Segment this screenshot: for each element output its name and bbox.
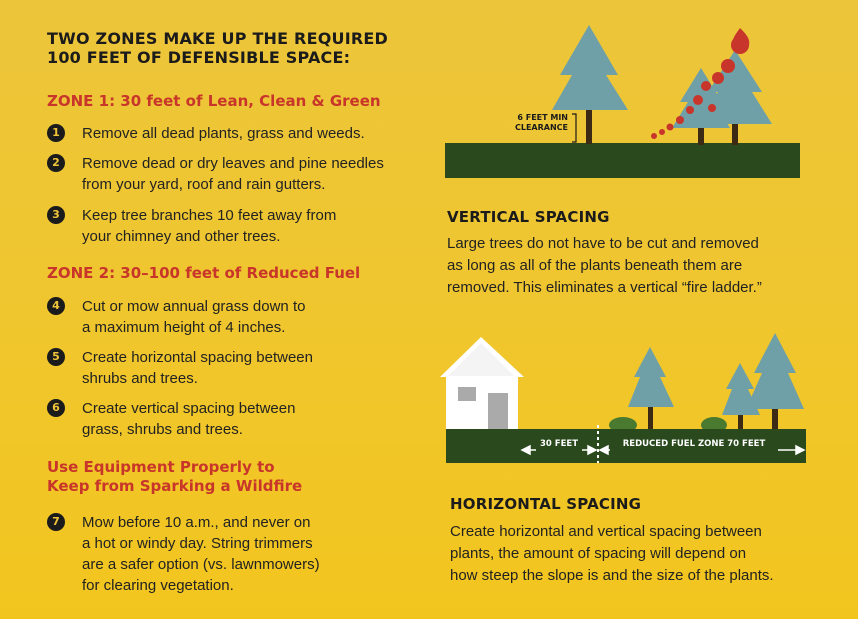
step-number-badge: 4 (47, 297, 65, 315)
list-item-text: Remove all dead plants, grass and weeds. (82, 125, 365, 142)
equipment-heading-line1: Use Equipment Properly to (47, 458, 275, 476)
list-item-text: Mow before 10 a.m., and never on a hot or windy day. String trimmers are a safer option (vs. lawnmowers) for clearing vegetation. (82, 514, 320, 594)
step-number-badge: 6 (47, 399, 65, 417)
main-title (47, 29, 388, 67)
list-item-text: Remove dead or dry leaves and pine needles from your yard, roof and rain gutters. (82, 155, 384, 193)
zone2-distance-label: REDUCED FUEL ZONE 70 FEET (622, 439, 766, 449)
equipment-heading (47, 458, 302, 496)
tree-icon (628, 347, 674, 431)
main-title-line2: 100 FEET OF DEFENSIBLE SPACE: (47, 48, 351, 67)
house-icon (440, 337, 524, 431)
list-item-text: Create vertical spacing between grass, shrubs and trees. (82, 400, 296, 438)
clearance-label-line1: 6 FEET MIN (517, 113, 568, 122)
zone1-heading: ZONE 1: 30 feet of Lean, Clean & Green (47, 92, 381, 110)
step-number-badge: 7 (47, 513, 65, 531)
list-item-text: Create horizontal spacing between shrubs and trees. (82, 349, 313, 387)
list-item-text: Cut or mow annual grass down to a maximum height of 4 inches. (82, 298, 306, 336)
clearance-bracket-icon (572, 114, 576, 142)
list-item-text: Keep tree branches 10 feet away from your chimney and other trees. (82, 207, 337, 245)
horizontal-spacing-body: Create horizontal and vertical spacing between plants, the amount of spacing will depend on how steep the slope is and the size of the plants. (450, 523, 774, 584)
vertical-spacing-illustration (440, 20, 810, 185)
zone2-heading: ZONE 2: 30–100 feet of Reduced Fuel (47, 264, 361, 282)
vertical-spacing-heading: VERTICAL SPACING (447, 208, 610, 226)
equipment-heading-line2: Keep from Sparking a Wildfire (47, 477, 303, 495)
step-number-badge: 1 (47, 124, 65, 142)
step-number-badge: 2 (47, 154, 65, 172)
main-title-line1: TWO ZONES MAKE UP THE REQUIRED (47, 29, 388, 48)
clearance-label-line2: CLEARANCE (514, 123, 568, 132)
step-number-badge: 5 (47, 348, 65, 366)
ground-strip (445, 143, 800, 178)
horizontal-spacing-heading: HORIZONTAL SPACING (450, 495, 642, 513)
zone1-distance-label: 30 FEET (539, 439, 579, 449)
step-number-badge: 3 (47, 206, 65, 224)
vertical-spacing-body: Large trees do not have to be cut and removed as long as all of the plants beneath them are removed. This eliminates a vertical “fire ladder.” (447, 235, 762, 296)
horizontal-spacing-illustration (438, 325, 818, 470)
tree-icon (746, 333, 804, 432)
